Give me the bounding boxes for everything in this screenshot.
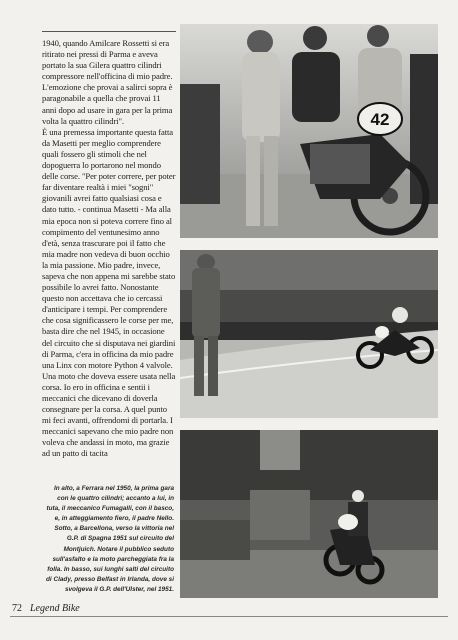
article-paragraph: 1940, quando Amilcare Rossetti si era ritirato nei pressi di Parma e aveva portato la sua Gilera quattro cilindri compressore nell'officina di mio padre. L'emozione che provai a salirci sopra è paragonabile a quella che provai 11 anni dopo ad usare in gara per la prima volta la quattro cilindri". (42, 38, 173, 126)
photo-montjuich-barcelona (180, 250, 438, 418)
race-number-plate: 42 (370, 110, 390, 129)
article-paragraph: È una premessa importante questa fatta da Masetti per meglio comprendere quali fossero gli stimoli che nel dopoguerra lo portarono nel mondo delle corse. "Per poter correre, per poter far diventare realtà i miei "sogni" giovanili avrei fatto qualsiasi cosa e dato tutto. - continua Masetti - Ma alla mia epoca non si poteva correre fino al compimento del ventunesimo anno d'età, senza trascurare poi il fatto che mia madre non vedeva di buon occhio la mia passione. Mio padre, invece, sapeva che non appena mi sarebbe stato possibile lo avrei fatto. Nonostante questo non accettava che io cercassi d'anticipare i tempi. Per comprendere che cosa significassero le corse per me, basta dire che nel 1945, in occasione del circuito che si disputava nei giardini di Parma, c'era in officina da mio padre una Linx con motore Python 4 valvole. Una moto che doveva essere usata nella corsa. Io ero in officina e sentii i meccanici che dicevano di doverla consegnare per la corsa. A quel punto mi feci avanti, offrendomi di portarla. I meccanici sapevano che mio padre non voleva che andassi in moto, ma grazie ad un patto di tacita (42, 126, 176, 459)
photo-clady-ulster (180, 430, 438, 598)
magazine-name: Legend Bike (30, 603, 80, 614)
article-body (42, 38, 176, 460)
page-number: 72 (12, 603, 22, 614)
header-rule (42, 31, 176, 32)
photo-paddock-ferrara (180, 24, 438, 238)
footer-rule (10, 616, 448, 617)
photo-caption: In alto, a Ferrara nel 1950, la prima gara con le quattro cilindri; accanto a lui, in tuta, il meccanico Fumagalli, con il basco, e, in atteggiamento fiero, il padre Nello. Sotto, a Barcellona, verso la vittoria nel G.P. di Spagna 1951 sul circuito del Montjuich. Notare il pubblico seduto sull'asfalto e la moto parcheggiata fra la folla. In basso, sui lunghi salti del circuito di Clady, presso Belfast in Irlanda, dove si svolgeva il G.P. dell'Ulster, nel 1951. (46, 485, 174, 593)
